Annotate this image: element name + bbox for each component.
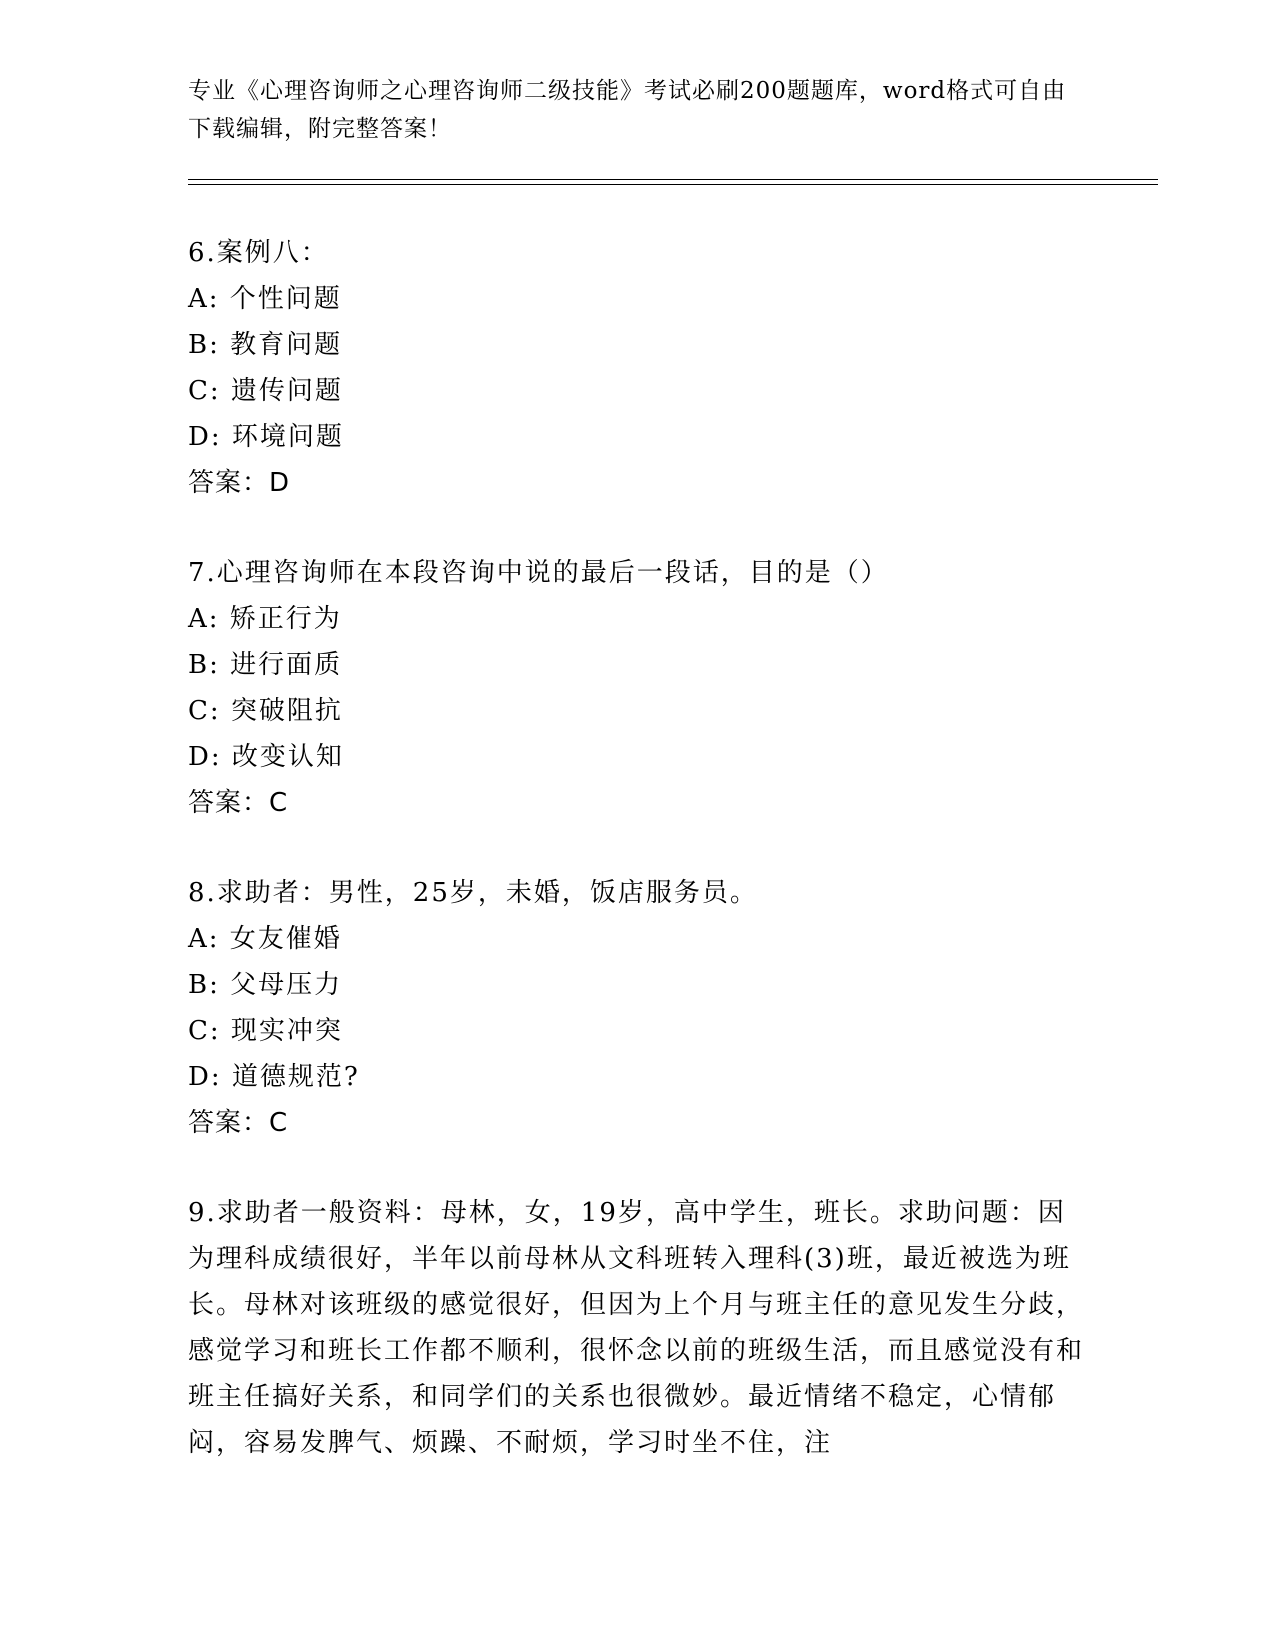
question-stem: 8.求助者：男性，25岁，未婚，饭店服务员。 — [188, 878, 758, 908]
question-6 — [188, 230, 1088, 506]
option-a: A: 女友催婚 — [188, 924, 342, 954]
question-9: 9.求助者一般资料：母林，女，19岁，高中学生，班长。求助问题：因为理科成绩很好，半年以前母林从文科班转入理科(3)班，最近被选为班长。母林对该班级的感觉很好，但因为上个月与班主任的意见发生分歧，感觉学习和班长工作都不顺利，很怀念以前的班级生活，而且感觉没有和班主任搞好关系，和同学们的关系也很微妙。最近情绪不稳定，心情郁闷，容易发脾气、烦躁、不耐烦，学习时坐不住，注 — [188, 1198, 1085, 1458]
option-a: A: 个性问题 — [188, 284, 342, 314]
option-d: D: 改变认知 — [188, 742, 344, 772]
option-b: B: 父母压力 — [188, 970, 343, 1000]
header-divider-top — [188, 179, 1158, 180]
question-8 — [188, 870, 1088, 1146]
header-divider-bottom — [188, 184, 1158, 185]
option-c: C: 现实冲突 — [188, 1016, 343, 1046]
option-c: C: 突破阻抗 — [188, 696, 343, 726]
question-stem: 7.心理咨询师在本段咨询中说的最后一段话，目的是（） — [188, 558, 889, 588]
answer: 答案：C — [188, 788, 289, 818]
option-d: D: 道德规范? — [188, 1062, 360, 1092]
question-7 — [188, 550, 1088, 826]
option-c: C: 遗传问题 — [188, 376, 343, 406]
document-header: 专业《心理咨询师之心理咨询师二级技能》考试必刷200题题库，word格式可自由下载编辑，附完整答案！ — [188, 78, 1067, 142]
option-b: B: 进行面质 — [188, 650, 343, 680]
answer: 答案：D — [188, 468, 291, 498]
option-a: A: 矫正行为 — [188, 604, 342, 634]
option-b: B: 教育问题 — [188, 330, 343, 360]
option-d: D: 环境问题 — [188, 422, 344, 452]
question-stem: 6.案例八： — [188, 238, 329, 268]
answer: 答案：C — [188, 1108, 289, 1138]
